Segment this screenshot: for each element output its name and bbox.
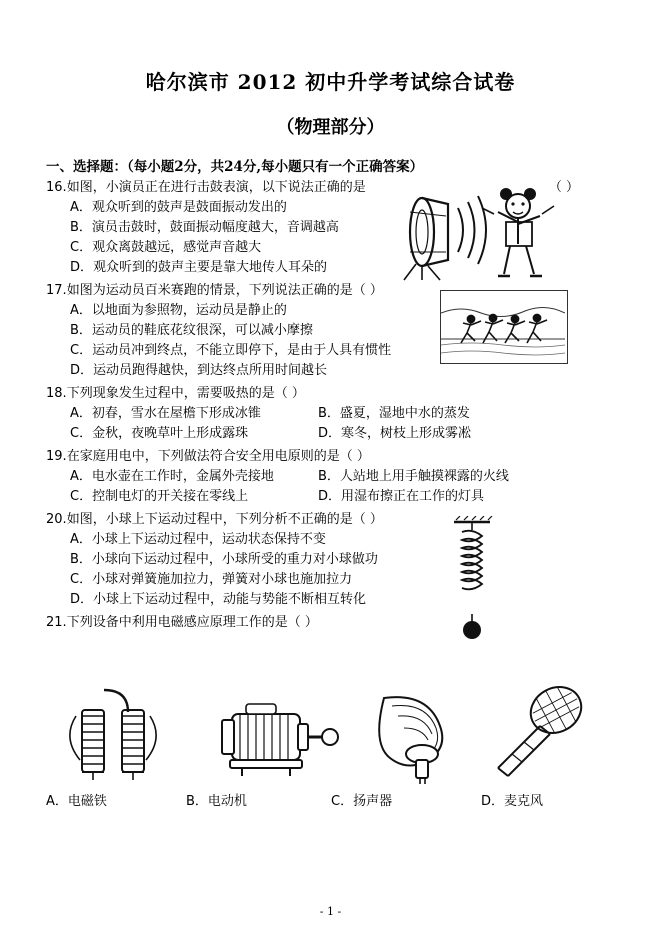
question-18-stem: [46, 384, 615, 404]
question-19: [46, 447, 615, 507]
question-19-stem: [46, 447, 615, 467]
loudspeaker-icon: [379, 697, 442, 784]
microphone-icon: [498, 678, 589, 776]
question-19-option-c[interactable]: C．控制电灯的开关接在零线上: [70, 489, 249, 504]
question-17-option-c[interactable]: C．运动员冲到终点，不能立即停下，是由于人具有惯性: [70, 343, 392, 358]
question-20-number: 20.: [46, 512, 67, 527]
question-16-option-d[interactable]: D．观众听到的鼓声主要是靠大地传人耳朵的: [70, 260, 328, 275]
question-20-stem: [46, 510, 615, 530]
device-figures-row: [46, 676, 615, 794]
question-20-text: 如图，小球上下运动过程中，下列分析不正确的是（ ）: [66, 512, 383, 527]
question-19-option-b[interactable]: B．人站地上用手触摸裸露的火线: [318, 469, 509, 484]
question-18-text: 下列现象发生过程中，需要吸热的是（ ）: [66, 386, 305, 401]
question-16-answer-paren: （ ）: [548, 180, 579, 195]
spring-ball-figure: [448, 516, 496, 644]
question-18-number: 18.: [46, 386, 67, 401]
page-subtitle: （物理部分）: [276, 117, 385, 138]
question-16-text: 如图，小演员正在进行击鼓表演，以下说法正确的是: [66, 180, 366, 195]
question-17-option-b[interactable]: B．运动员的鞋底花纹很深，可以减小摩擦: [70, 323, 313, 338]
question-17-option-a[interactable]: A．以地面为参照物，运动员是静止的: [70, 303, 287, 318]
question-19-text: 在家庭用电中，下列做法符合安全用电原则的是（ ）: [66, 449, 370, 464]
question-17-number: 17.: [46, 283, 67, 298]
question-19-option-a[interactable]: A．电水壶在工作时，金属外壳接地: [70, 469, 274, 484]
question-16-number: 16.: [46, 180, 67, 195]
question-16-option-c[interactable]: C．观众离鼓越远，感觉声音越大: [70, 240, 262, 255]
question-19-number: 19.: [46, 449, 67, 464]
question-20-option-d[interactable]: D．小球上下运动过程中，动能与势能不断相互转化: [70, 592, 367, 607]
question-20: [46, 510, 615, 610]
device-label-b: B．电动机: [186, 794, 247, 809]
question-20-option-b[interactable]: B．小球向下运动过程中，小球所受的重力对小球做功: [70, 552, 378, 567]
question-19-options-row-1: [46, 467, 615, 487]
question-20-option-a[interactable]: A．小球上下运动过程中，运动状态保持不变: [70, 532, 326, 547]
device-label-d: D．麦克风: [481, 794, 544, 809]
question-16-option-b[interactable]: B．演员击鼓时，鼓面振动幅度越大，音调越高: [70, 220, 339, 235]
question-18-option-c[interactable]: C．金秋，夜晚草叶上形成露珠: [70, 426, 249, 441]
section-heading: 一、选择题：（每小题2分，共24分,每小题只有一个正确答案）: [46, 159, 424, 175]
question-18: [46, 384, 615, 444]
question-18-option-d[interactable]: D．寒冬，树枝上形成雾凇: [318, 426, 472, 441]
question-18-options-row-1: [46, 404, 615, 424]
question-19-option-d[interactable]: D．用湿布擦正在工作的灯具: [318, 489, 485, 504]
question-18-option-a[interactable]: A．初春，雪水在屋檐下形成冰锥: [70, 406, 261, 421]
page-number: - 1 -: [319, 905, 342, 918]
device-label-c: C．扬声器: [331, 794, 393, 809]
question-17-option-d[interactable]: D．运动员跑得越快，到达终点所用时间越长: [70, 363, 328, 378]
question-17-text: 如图为运动员百米赛跑的情景，下列说法正确的是（ ）: [66, 283, 383, 298]
question-20-option-c[interactable]: C．小球对弹簧施加拉力，弹簧对小球也施加拉力: [70, 572, 353, 587]
question-18-options-row-2: [46, 424, 615, 444]
question-21: [46, 613, 615, 633]
question-19-options-row-2: [46, 487, 615, 507]
device-labels: [46, 790, 615, 809]
question-21-text: 下列设备中利用电磁感应原理工作的是（ ）: [66, 615, 318, 630]
page-title: 哈尔滨市 2012 初中升学考试综合试卷: [145, 70, 516, 94]
drum-performer-figure: [386, 182, 566, 282]
sprint-runners-figure: [440, 290, 568, 364]
question-18-option-b[interactable]: B．盛夏，湿地中水的蒸发: [318, 406, 470, 421]
question-16-option-a[interactable]: A．观众听到的鼓声是鼓面振动发出的: [70, 200, 287, 215]
electromagnet-icon: [70, 690, 156, 780]
question-21-number: 21.: [46, 615, 67, 630]
question-21-stem: [46, 613, 615, 633]
device-label-a: A．电磁铁: [46, 794, 107, 809]
electric-motor-icon: [222, 704, 338, 776]
